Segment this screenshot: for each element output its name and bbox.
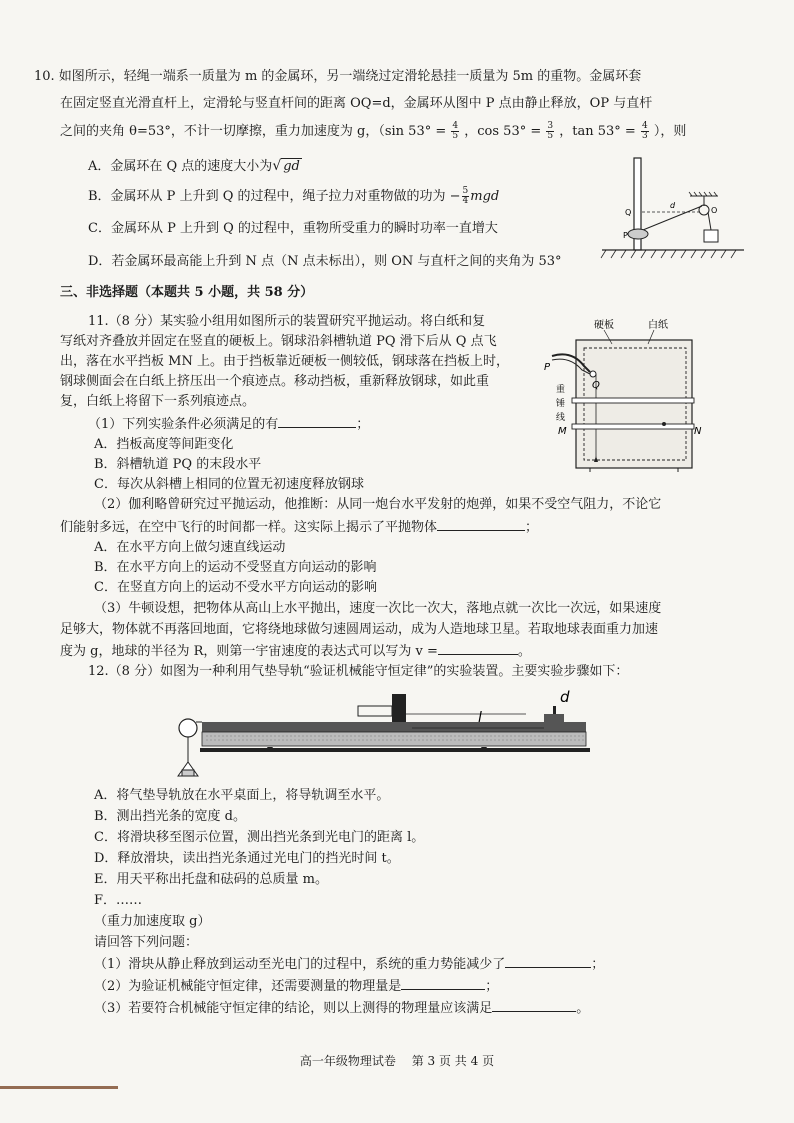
q11-p2-option-a: A．在水平方向上做匀速直线运动	[94, 540, 286, 555]
fig-label-o: O	[711, 206, 718, 215]
cos-label: ，cos 53° =	[464, 124, 542, 139]
fig-label-plumb-3: 线	[556, 413, 566, 423]
q10-line3	[60, 122, 686, 141]
fig-label-p: P	[544, 362, 551, 373]
answer-blank-11-3[interactable]	[438, 642, 518, 655]
q10-option-c: C．金属环从 P 上升到 Q 的过程中，重物所受重力的瞬时功率一直增大	[88, 221, 498, 236]
q11-p2-option-b: B．在水平方向上的运动不受竖直方向运动的影响	[94, 560, 377, 575]
q12-question-1: （1）滑块从静止释放到运动至光电门的过程中，系统的重力势能减少了 ；	[94, 957, 605, 972]
sin-fraction: $\frac{4}{5}$	[452, 121, 459, 141]
answer-blank-12-3[interactable]	[492, 999, 576, 1012]
q11-line5: 复，白纸上将留下一系列痕迹点。	[60, 394, 256, 409]
q11-line2: 写纸对齐叠放并固定在竖直的硬板上。钢球沿斜槽轨道 PQ 滑下后从 Q 点飞	[60, 334, 497, 349]
fig-label-d: d	[560, 688, 570, 706]
q11-part1: （1）下列实验条件必须满足的有 ；	[88, 417, 370, 432]
q10-line1: 10. 如图所示，轻绳一端系一质量为 m 的金属环，另一端绕过定滑轮悬挂一质量为 5m 的重物。金属环套	[34, 69, 642, 84]
q12-question-2: （2）为验证机械能守恒定律，还需要测量的物理量是 ；	[94, 979, 499, 994]
page-footer: 高一年级物理试卷 第 3 页 共 4 页	[299, 1054, 495, 1068]
q12-step-b: B．测出挡光条的宽度 d。	[94, 809, 247, 824]
tan-fraction: $\frac{4}{3}$	[641, 121, 648, 141]
fig-label-plumb-1: 重	[556, 385, 566, 395]
q11-line3: 出，落在水平挡板 MN 上。由于挡板靠近硬板一侧较低，钢球落在挡板上时，	[60, 354, 509, 369]
q11-p2-option-c: C．在竖直方向上的运动不受水平方向运动的影响	[94, 580, 377, 595]
q12-figure	[174, 684, 594, 780]
q10-line3a: 之间的夹角 θ=53°，不计一切摩擦，重力加速度为 g，（sin 53° =	[60, 124, 447, 139]
fig-label-d: d	[670, 201, 676, 210]
q11-line1: 11.（8 分）某实验小组用如图所示的装置研究平抛运动。将白纸和复	[88, 314, 486, 329]
answer-blank-12-1[interactable]	[505, 955, 591, 968]
q10-figure	[598, 150, 748, 270]
q11-p1-option-b: B．斜槽轨道 PQ 的末段水平	[94, 457, 262, 472]
scan-edge-mark	[0, 1086, 118, 1089]
q10-option-a: A．金属环在 Q 点的速度大小为√ gd	[88, 158, 300, 174]
fig-label-hardboard: 硬板	[594, 320, 614, 331]
q11-figure	[544, 316, 700, 472]
fig-label-paper: 白纸	[648, 320, 668, 331]
tan-label: ，tan 53° =	[559, 124, 636, 139]
q12-step-d: D．释放滑块，读出挡光条通过光电门的挡光时间 t。	[94, 851, 400, 866]
fig-label-p: P	[623, 231, 628, 240]
answer-blank-11-2[interactable]	[437, 518, 525, 531]
section-heading: 三、非选择题（本题共 5 小题，共 58 分）	[60, 285, 314, 300]
fig-label-l: l	[478, 710, 482, 726]
q12-step-a: A．将气垫导轨放在水平桌面上，将导轨调至水平。	[94, 788, 390, 803]
q10-option-d: D．若金属环最高能上升到 N 点（N 点未标出），则 ON 与直杆之间的夹角为 53°	[88, 254, 562, 269]
q11-part3-line3: 度为 g，地球的半径为 R，则第一宇宙速度的表达式可以写为 v = 。	[60, 644, 531, 659]
q10-line2: 在固定竖直光滑直杆上，定滑轮与竖直杆间的距离 OQ=d，金属环从图中 P 点由静止释放，OP 与直杆	[60, 96, 653, 111]
optB-fraction: $\frac{5}{4}$	[462, 186, 469, 206]
fig-label-n: N	[694, 426, 702, 437]
fig-label-plumb-2: 锤	[556, 399, 566, 409]
q12-question-3: （3）若要符合机械能守恒定律的结论，则以上测得的物理量应该满足 。	[94, 1001, 590, 1016]
gravity-note: （重力加速度取 g）	[94, 914, 211, 929]
q11-p1-option-a: A．挡板高度等间距变化	[94, 437, 234, 452]
q11-p1-option-c: C．每次从斜槽上相同的位置无初速度释放钢球	[94, 477, 364, 492]
answer-prompt: 请回答下列问题：	[94, 935, 199, 950]
q12-step-f: F．……	[94, 893, 143, 908]
cos-fraction: $\frac{3}{5}$	[547, 121, 554, 141]
q11-part3-line2: 足够大，物体就不再落回地面，它将绕地球做匀速圆周运动，成为人造地球卫星。若取地球表面重力加速	[60, 622, 659, 637]
fig-label-q: Q	[592, 380, 600, 391]
fig-label-m: M	[558, 426, 567, 437]
q12-step-c: C．将滑块移至图示位置，测出挡光条到光电门的距离 l。	[94, 830, 425, 845]
answer-blank-12-2[interactable]	[401, 977, 485, 990]
q11-part3-line1: （3）牛顿设想，把物体从高山上水平抛出，速度一次比一次大，落地点就一次比一次远，如果速度	[94, 601, 662, 616]
answer-blank-11-1[interactable]	[278, 415, 356, 428]
q11-line4: 钢球侧面会在白纸上挤压出一个痕迹点。移动挡板，重新释放钢球，如此重	[60, 374, 490, 389]
q10-option-b: B．金属环从 P 上升到 Q 的过程中，绳子拉力对重物做的功为 − $\frac{5}{4}$ mgd	[88, 186, 500, 206]
sqrt-gd: gd	[283, 159, 300, 174]
fig-label-q: Q	[625, 208, 632, 217]
q10-line3b: ），则	[653, 124, 687, 139]
q11-part2-line1: （2）伽利略曾研究过平抛运动，他推断：从同一炮台水平发射的炮弹，如果不受空气阻力，不论它	[94, 497, 662, 512]
q12-step-e: E．用天平称出托盘和砝码的总质量 m。	[94, 872, 328, 887]
q12-intro: 12.（8 分）如图为一种利用气垫导轨“验证机械能守恒定律”的实验装置。主要实验步骤如下：	[88, 664, 629, 679]
q11-part2-line2: 们能射多远，在空中飞行的时间都一样。这实际上揭示了平抛物体 ；	[60, 520, 539, 535]
